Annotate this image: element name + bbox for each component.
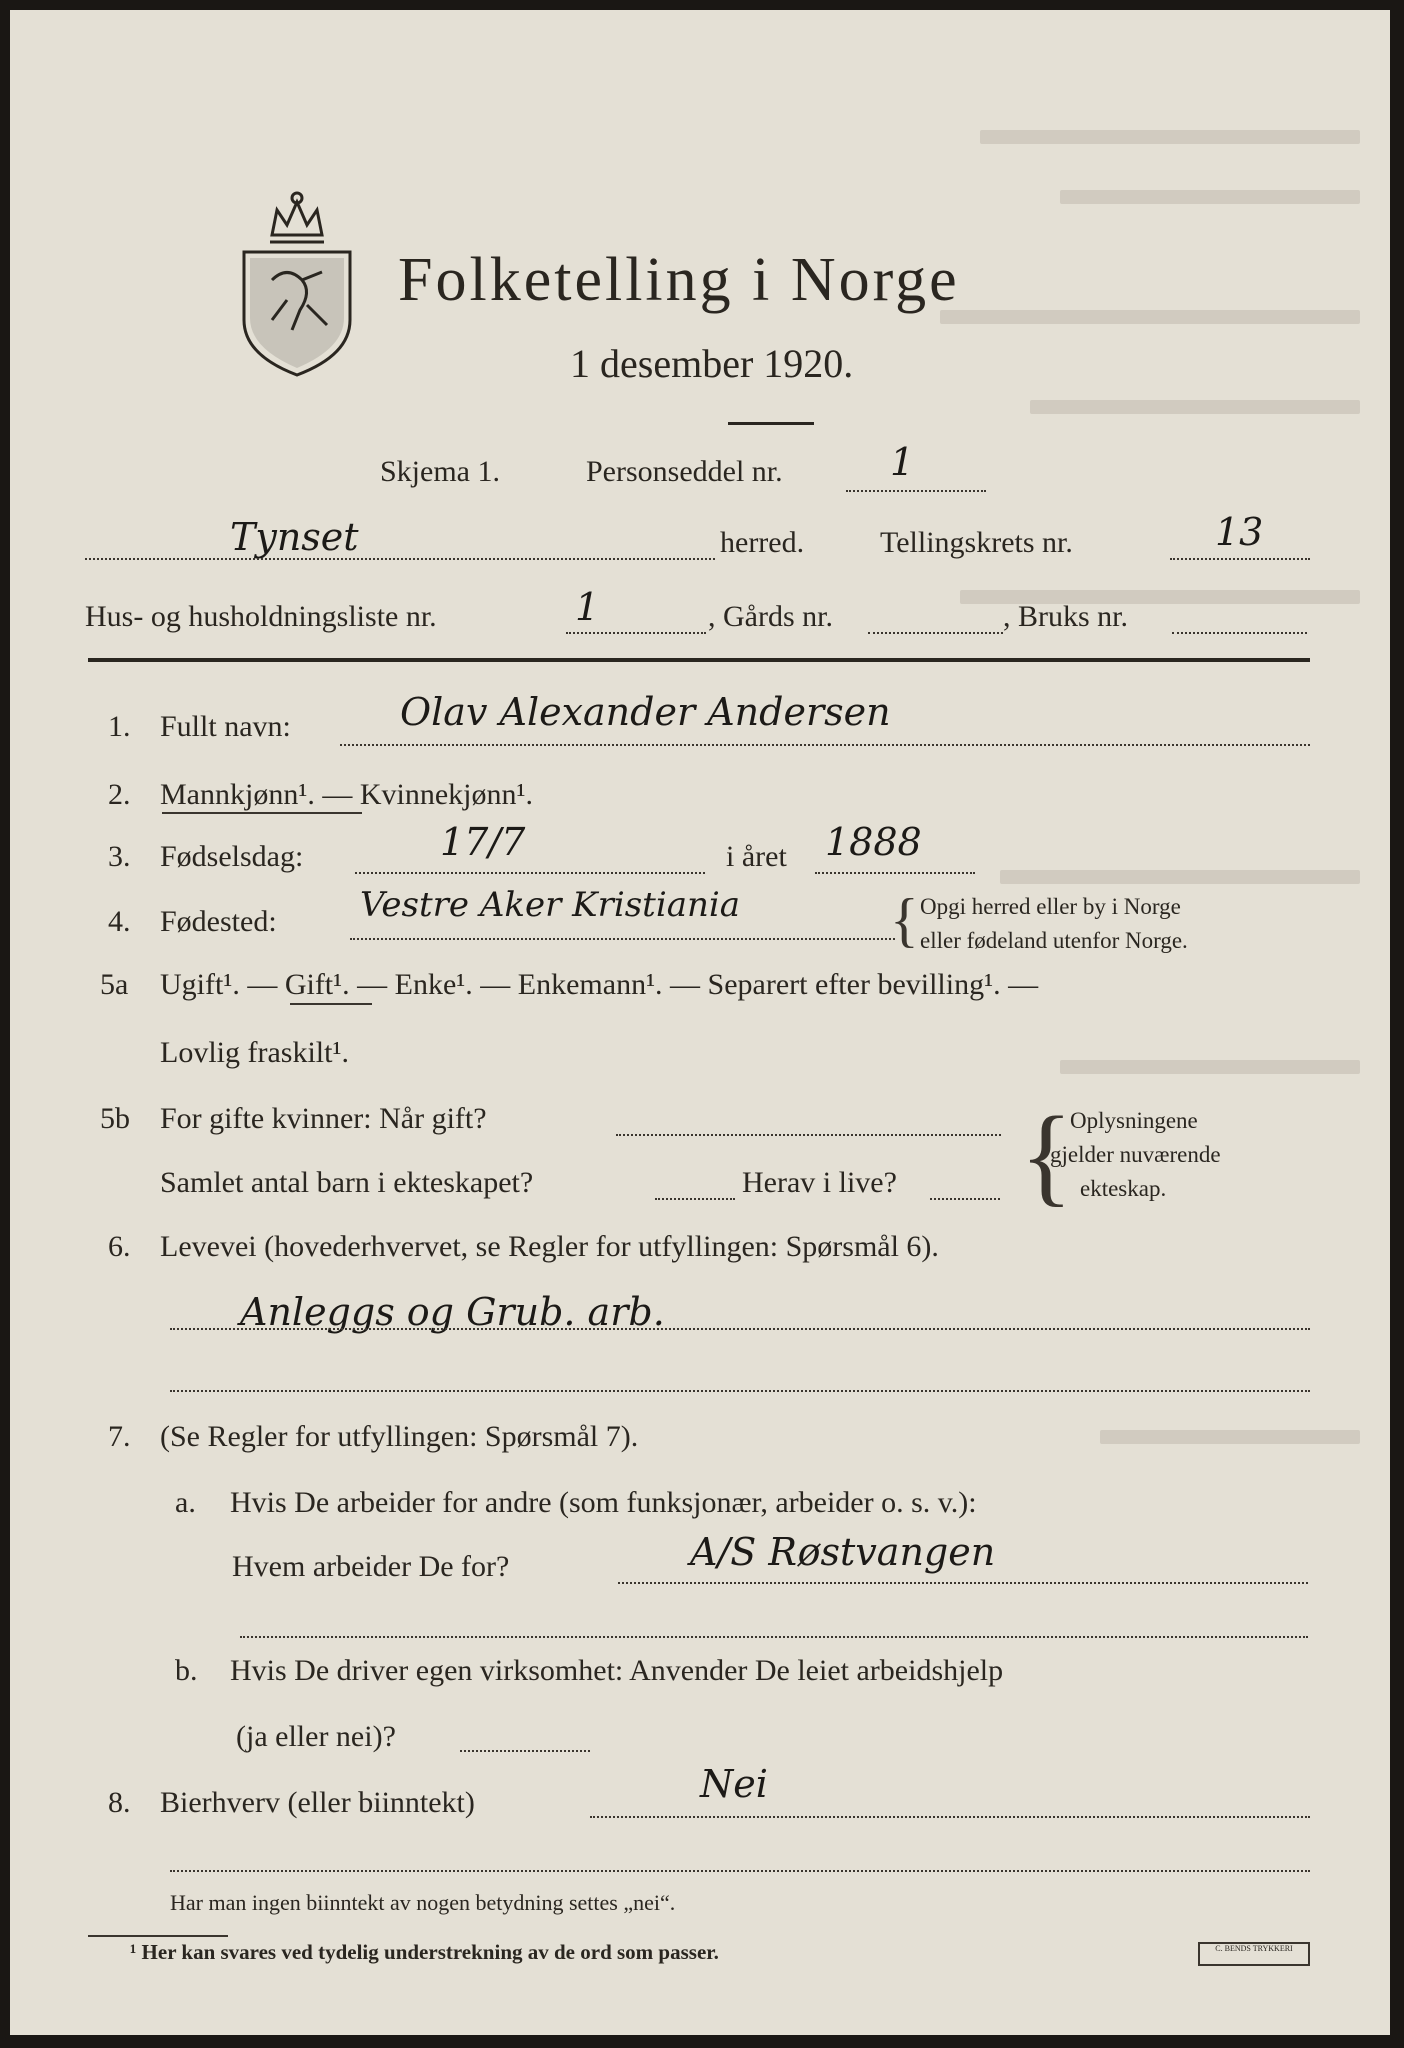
bleed-through <box>980 130 1360 144</box>
q5a-underline <box>290 1003 372 1005</box>
q5b-number: 5b <box>100 1102 130 1135</box>
q7-text: (Se Regler for utfyllingen: Spørsmål 7). <box>160 1420 639 1453</box>
q4-brace: { <box>890 887 919 953</box>
q7a-line-2 <box>240 1636 1308 1638</box>
skjema-label: Skjema 1. <box>380 455 500 488</box>
q5b-line-3 <box>930 1198 1000 1200</box>
q4-number: 4. <box>108 905 131 938</box>
q6-line-2 <box>170 1390 1310 1392</box>
bruks-line <box>1172 632 1307 634</box>
bleed-through <box>1000 870 1360 884</box>
printer-stamp: C. BENDS TRYKKERI <box>1198 1942 1310 1966</box>
q7a-number: a. <box>175 1486 196 1519</box>
gards-label: , Gårds nr. <box>708 600 833 633</box>
coat-of-arms-icon <box>232 180 362 380</box>
q3-value: 17/7 <box>440 820 526 864</box>
krets-label: Tellingskrets nr. <box>880 526 1073 559</box>
husliste-label: Hus- og husholdningsliste nr. <box>85 600 437 633</box>
gards-line <box>868 632 1003 634</box>
q3-label: Fødselsdag: <box>160 840 304 873</box>
husliste-value: 1 <box>575 585 600 629</box>
q3-number: 3. <box>108 840 131 873</box>
q4-label: Fødested: <box>160 905 277 938</box>
q4-line <box>350 938 895 940</box>
q6-line <box>170 1328 1310 1330</box>
q5b-note-2: gjelder nuværende <box>1050 1142 1221 1167</box>
herred-line <box>85 558 715 560</box>
q5a-text-2: Lovlig fraskilt¹. <box>160 1036 349 1069</box>
q5b-note-3: ekteskap. <box>1080 1176 1167 1201</box>
footnote-divider <box>88 1935 228 1937</box>
q4-note-1: Opgi herred eller by i Norge <box>920 894 1181 919</box>
herred-value: Tynset <box>230 515 359 559</box>
bleed-through <box>1030 400 1360 414</box>
form-title: Folketelling i Norge <box>398 246 960 314</box>
q5a-text: Ugift¹. — Gift¹. — Enke¹. — Enkemann¹. — Separert efter bevilling¹. — <box>160 968 1039 1001</box>
q4-note-2: eller fødeland utenfor Norge. <box>920 928 1188 953</box>
q3-year-label: i året <box>726 840 787 873</box>
q2-text: Mannkjønn¹. — Kvinnekjønn¹. <box>160 778 533 811</box>
q1-value: Olav Alexander Andersen <box>400 690 891 734</box>
personseddel-line <box>846 490 986 492</box>
q3-line <box>355 872 705 874</box>
q8-line-2 <box>170 1870 1310 1872</box>
title-divider <box>728 422 814 425</box>
q7-number: 7. <box>108 1420 131 1453</box>
q5b-note-1: Oplysningene <box>1070 1108 1198 1133</box>
q8-number: 8. <box>108 1786 131 1819</box>
census-date: 1 desember 1920. <box>570 341 854 386</box>
husliste-line <box>566 632 706 634</box>
q5a-number: 5a <box>100 968 129 1001</box>
q6-text: Levevei (hovederhvervet, se Regler for utfyllingen: Spørsmål 6). <box>160 1230 939 1263</box>
bleed-through <box>1100 1430 1360 1444</box>
q7a-text-2: Hvem arbeider De for? <box>232 1550 510 1583</box>
bleed-through <box>1060 190 1360 204</box>
personseddel-label: Personseddel nr. <box>586 455 783 488</box>
q8-line <box>590 1816 1310 1818</box>
q7b-line <box>460 1750 590 1752</box>
q5b-text-2: Samlet antal barn i ekteskapet? <box>160 1166 534 1199</box>
q5b-brace: { <box>1020 1094 1073 1216</box>
q5b-text-3: Herav i live? <box>742 1166 897 1199</box>
q3-year-value: 1888 <box>825 820 922 864</box>
q7b-text-2: (ja eller nei)? <box>236 1720 396 1753</box>
krets-value: 13 <box>1215 510 1264 554</box>
q6-number: 6. <box>108 1230 131 1263</box>
bruks-label: , Bruks nr. <box>1003 600 1129 633</box>
q7a-value: A/S Røstvangen <box>690 1530 996 1574</box>
q6-value: Anleggs og Grub. arb. <box>240 1290 665 1334</box>
q5b-text: For gifte kvinner: Når gift? <box>160 1102 487 1135</box>
q5b-line-2 <box>655 1198 735 1200</box>
q1-label: Fullt navn: <box>160 710 291 743</box>
q4-value: Vestre Aker Kristiania <box>360 885 741 925</box>
footnote: ¹ Her kan svares ved tydelig understrekning av de ord som passer. <box>130 1940 719 1964</box>
q8-value: Nei <box>700 1762 768 1806</box>
herred-label: herred. <box>720 526 805 559</box>
krets-line <box>1170 558 1310 560</box>
census-form <box>10 10 1390 2035</box>
header-rule <box>88 658 1310 662</box>
personseddel-value: 1 <box>890 440 915 484</box>
q5b-line <box>616 1134 1001 1136</box>
q7a-line <box>618 1582 1308 1584</box>
q1-line <box>340 744 1310 746</box>
bleed-through <box>1060 1060 1360 1074</box>
q7a-text: Hvis De arbeider for andre (som funksjonær, arbeider o. s. v.): <box>230 1486 977 1519</box>
q7b-text: Hvis De driver egen virksomhet: Anvender De leiet arbeidshjelp <box>230 1654 1004 1687</box>
q8-text: Bierhverv (eller biinntekt) <box>160 1786 475 1819</box>
q2-number: 2. <box>108 778 131 811</box>
q1-number: 1. <box>108 710 131 743</box>
q3-year-line <box>815 872 975 874</box>
q7b-number: b. <box>175 1654 198 1687</box>
q2-underline <box>162 812 362 814</box>
bleed-through <box>940 310 1360 324</box>
note-bottom: Har man ingen biinntekt av nogen betydning settes „nei“. <box>170 1890 676 1915</box>
